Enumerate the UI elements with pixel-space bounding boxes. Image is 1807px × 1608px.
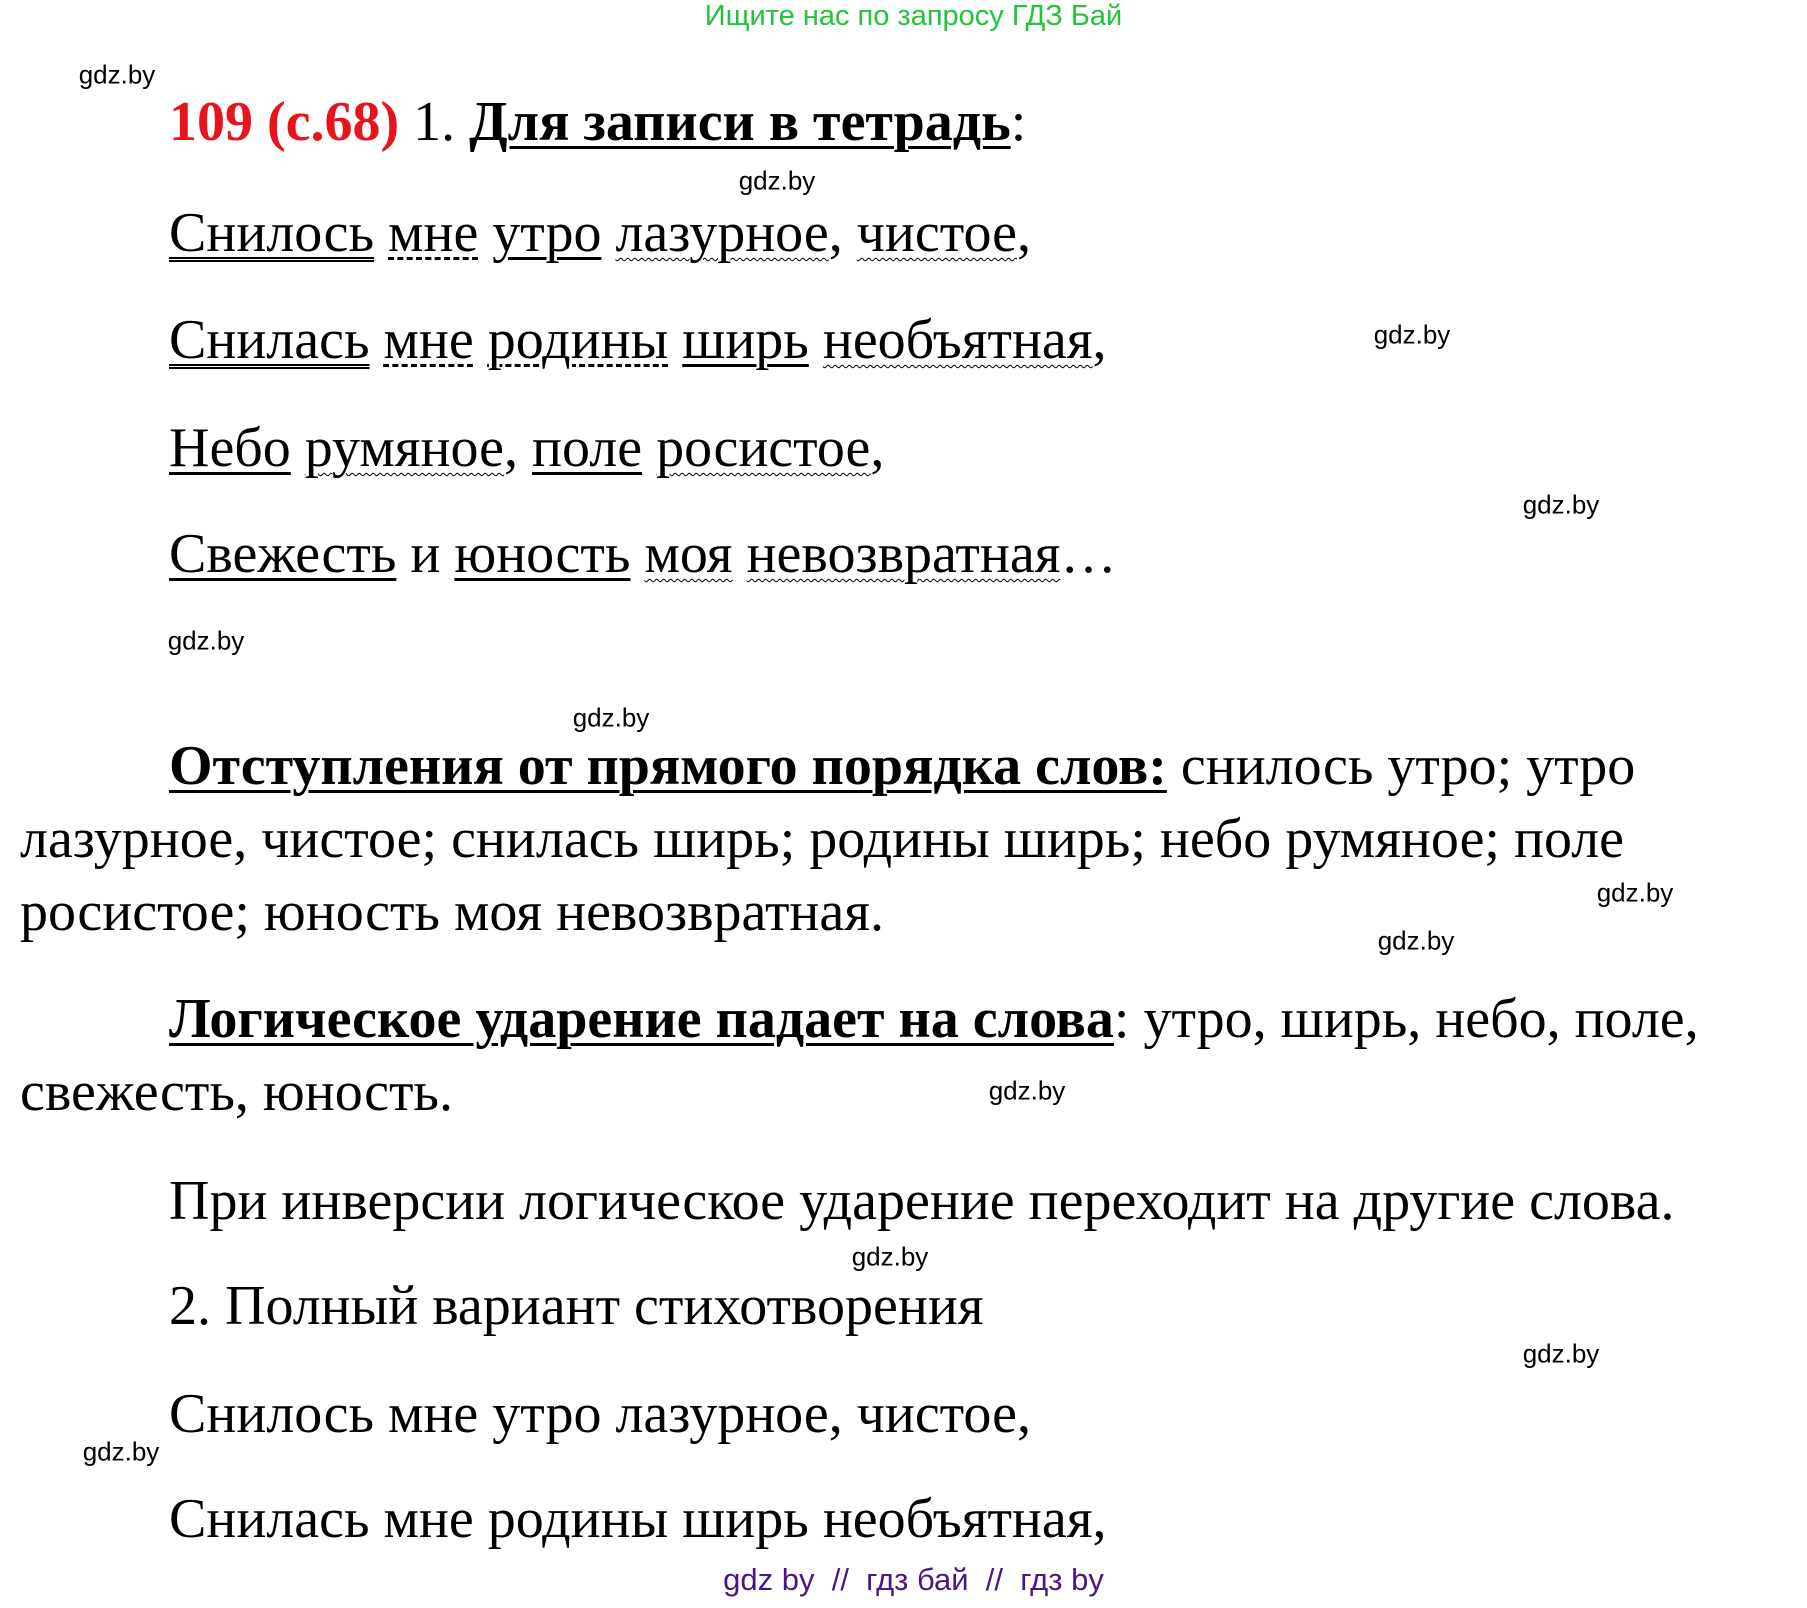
underlined-word-wavy: невозвратная	[746, 523, 1061, 585]
underlined-word-wavy: росистое	[656, 417, 871, 479]
poem-line-2	[169, 305, 1107, 375]
watermark: gdz.by	[988, 1075, 1066, 1106]
deviations-text: снилось утро; утро лазурное, чистое; снилась ширь; родины ширь; небо румяное; поле росистое; юность моя невозвратная.	[20, 735, 1636, 943]
exercise-number: 109 (с.68)	[169, 91, 400, 153]
footer-links[interactable]: gdz by // гдз бай // гдз by	[723, 1562, 1104, 1597]
underlined-word-dashed: мне	[388, 202, 479, 264]
underlined-word-wavy: чистое	[856, 202, 1017, 264]
underlined-word-wavy: румяное	[304, 417, 505, 479]
poem-text: …	[1060, 523, 1117, 585]
poem-text: ,	[1016, 202, 1031, 264]
poem-text	[809, 309, 823, 371]
poem-text	[630, 523, 644, 585]
underlined-word-wavy: моя	[644, 523, 733, 585]
poem-text: ,	[1092, 309, 1107, 371]
poem-text	[474, 309, 488, 371]
watermark: gdz.by	[1373, 319, 1451, 350]
poem-text	[374, 202, 388, 264]
deviations-label: Отступления от прямого порядка слов:	[169, 735, 1167, 797]
watermark: gdz.by	[1522, 1338, 1600, 1369]
exercise-title	[169, 90, 1026, 154]
search-hint-banner: Ищите нас по запросу ГДЗ Бай	[704, 0, 1123, 32]
poem-text	[642, 417, 656, 479]
underlined-word-wavy: необъятная	[822, 309, 1093, 371]
underlined-word-solid: юность	[454, 523, 631, 585]
stress-paragraph	[20, 983, 1800, 1129]
underlined-word-wavy: лазурное	[615, 202, 829, 264]
part-2-heading: 2. Полный вариант стихотворения	[169, 1275, 984, 1337]
watermark: gdz.by	[738, 165, 816, 196]
watermark: gdz.by	[572, 702, 650, 733]
poem-line-3	[169, 413, 884, 483]
poem-line-4	[169, 519, 1116, 589]
watermark: gdz.by	[1596, 877, 1674, 908]
poem-text: и	[396, 523, 455, 585]
watermark: gdz.by	[851, 1241, 929, 1272]
poem-line-1	[169, 198, 1031, 268]
underlined-word-double: Снилась	[169, 309, 370, 371]
full-poem-line-2: Снилась мне родины ширь необъятная,	[169, 1488, 1107, 1550]
item-number: 1.	[399, 91, 470, 153]
poem-text: ,	[870, 417, 885, 479]
underlined-word-solid: Свежесть	[169, 523, 397, 585]
watermark: gdz.by	[82, 1436, 160, 1467]
poem-text	[291, 417, 305, 479]
poem-text: ,	[504, 417, 533, 479]
heading-colon: :	[1010, 91, 1027, 153]
underlined-word-double: Снилось	[169, 202, 375, 264]
watermark: gdz.by	[1522, 489, 1600, 520]
deviations-paragraph	[20, 730, 1800, 949]
poem-text	[478, 202, 492, 264]
inversion-note: При инверсии логическое ударение переходит на другие слова.	[169, 1170, 1675, 1232]
poem-text	[601, 202, 615, 264]
underlined-word-solid: утро	[492, 202, 602, 264]
underlined-word-dashed: мне	[383, 309, 474, 371]
underlined-word-dashed: родины	[487, 309, 669, 371]
poem-text	[733, 523, 747, 585]
poem-text: ,	[828, 202, 857, 264]
full-poem-line-1: Снилось мне утро лазурное, чистое,	[169, 1383, 1031, 1445]
watermark: gdz.by	[167, 625, 245, 656]
poem-text	[668, 309, 682, 371]
watermark: gdz.by	[78, 59, 156, 90]
stress-label: Логическое ударение падает на слова	[169, 988, 1114, 1050]
section-heading: Для записи в тетрадь	[469, 91, 1011, 153]
underlined-word-solid: Небо	[169, 417, 291, 479]
underlined-word-solid: поле	[532, 417, 643, 479]
watermark: gdz.by	[1377, 925, 1455, 956]
poem-text	[369, 309, 383, 371]
stress-text: : утро, ширь, небо, поле, свежесть, юность.	[20, 988, 1699, 1123]
underlined-word-solid: ширь	[682, 309, 809, 371]
